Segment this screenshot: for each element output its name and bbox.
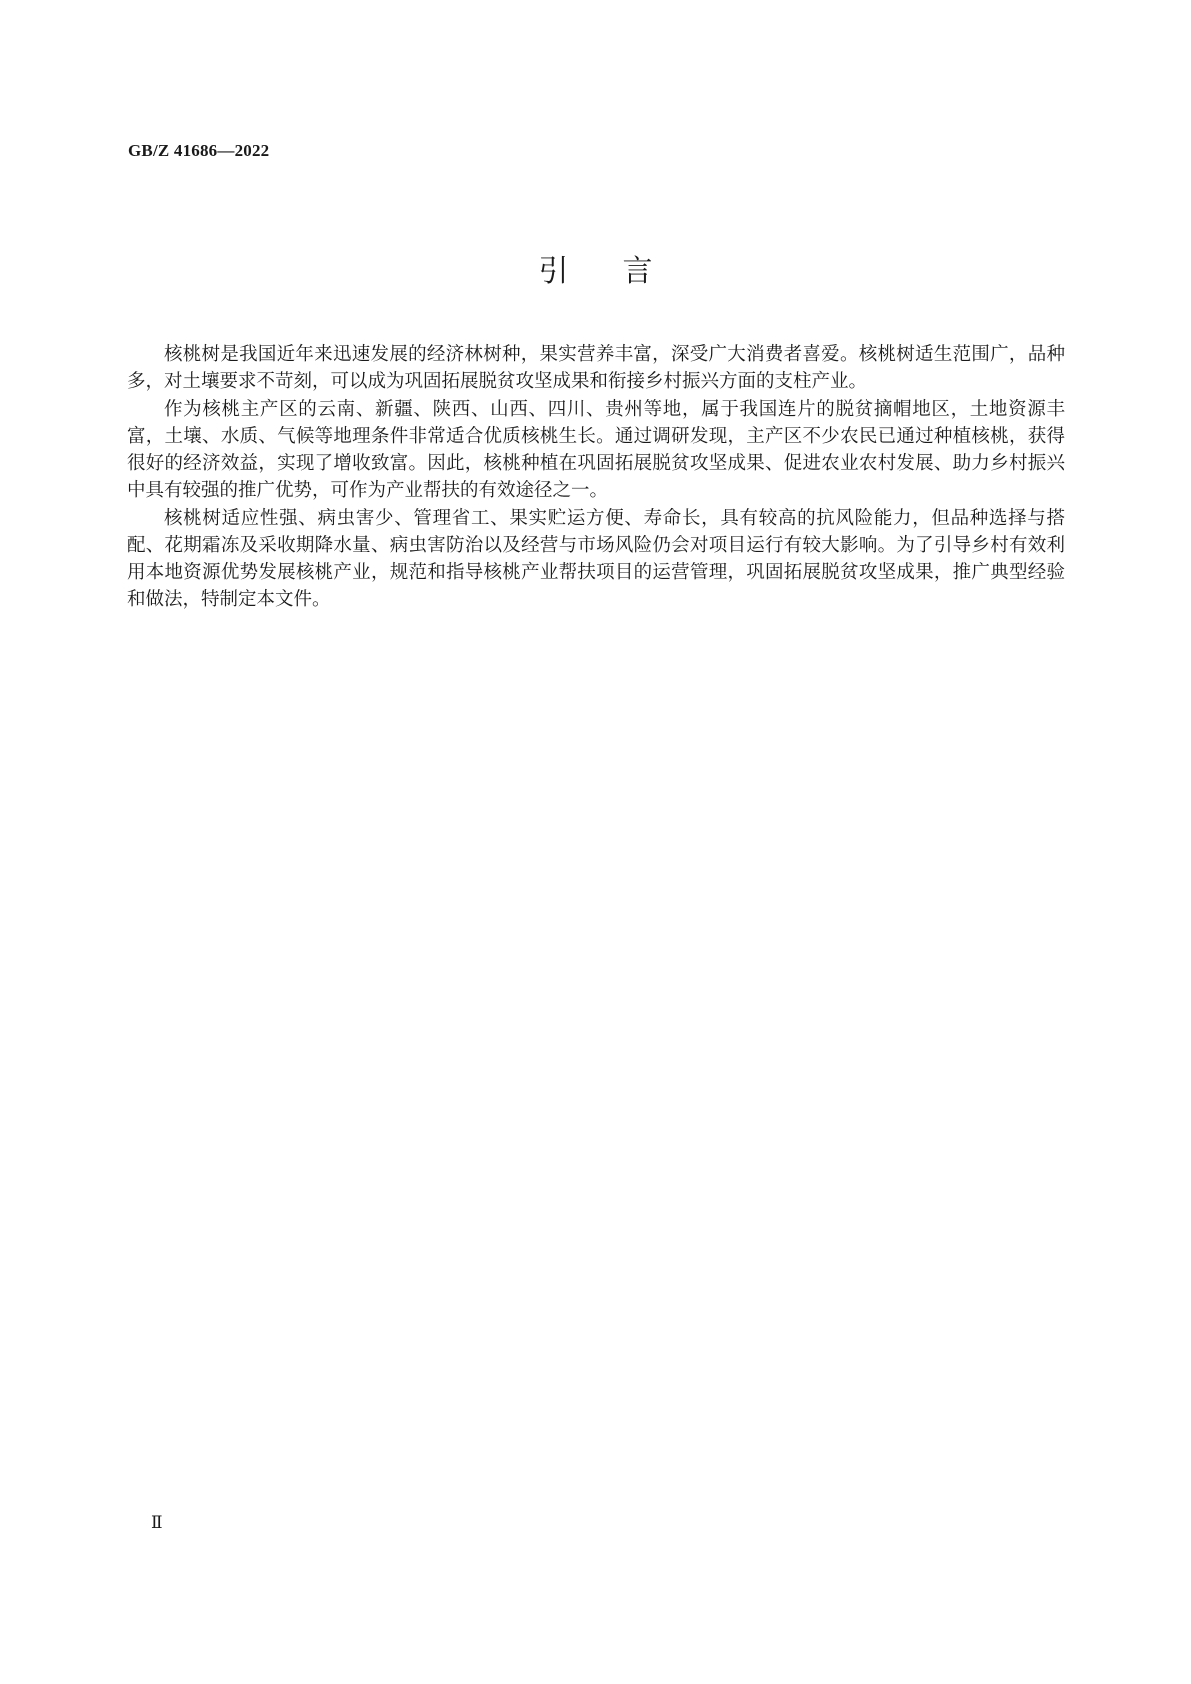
- document-code: GB/Z 41686—2022: [128, 141, 270, 160]
- page-number: Ⅱ: [151, 1513, 163, 1532]
- paragraph-2: 作为核桃主产区的云南、新疆、陕西、山西、四川、贵州等地，属于我国连片的脱贫摘帽地区，土地资源丰富，土壤、水质、气候等地理条件非常适合优质核桃生长。通过调研发现，主产区不少农民已通过种植核桃，获得很好的经济效益，实现了增收致富。因此，核桃种植在巩固拓展脱贫攻坚成果、促进农业农村发展、助力乡村振兴中具有较强的推广优势，可作为产业帮扶的有效途径之一。: [127, 399, 1065, 501]
- page-title: 引言: [538, 254, 707, 289]
- paragraph-1: 核桃树是我国近年来迅速发展的经济林树种，果实营养丰富，深受广大消费者喜爱。核桃树适生范围广，品种多，对土壤要求不苛刻，可以成为巩固拓展脱贫攻坚成果和衔接乡村振兴方面的支柱产业。: [127, 344, 1065, 392]
- introduction-body: [127, 341, 1065, 614]
- paragraph-3: 核桃树适应性强、病虫害少、管理省工、果实贮运方便、寿命长，具有较高的抗风险能力，但品种选择与搭配、花期霜冻及采收期降水量、病虫害防治以及经营与市场风险仍会对项目运行有较大影响。为了引导乡村有效利用本地资源优势发展核桃产业，规范和指导核桃产业帮扶项目的运营管理，巩固拓展脱贫攻坚成果，推广典型经验和做法，特制定本文件。: [127, 508, 1065, 610]
